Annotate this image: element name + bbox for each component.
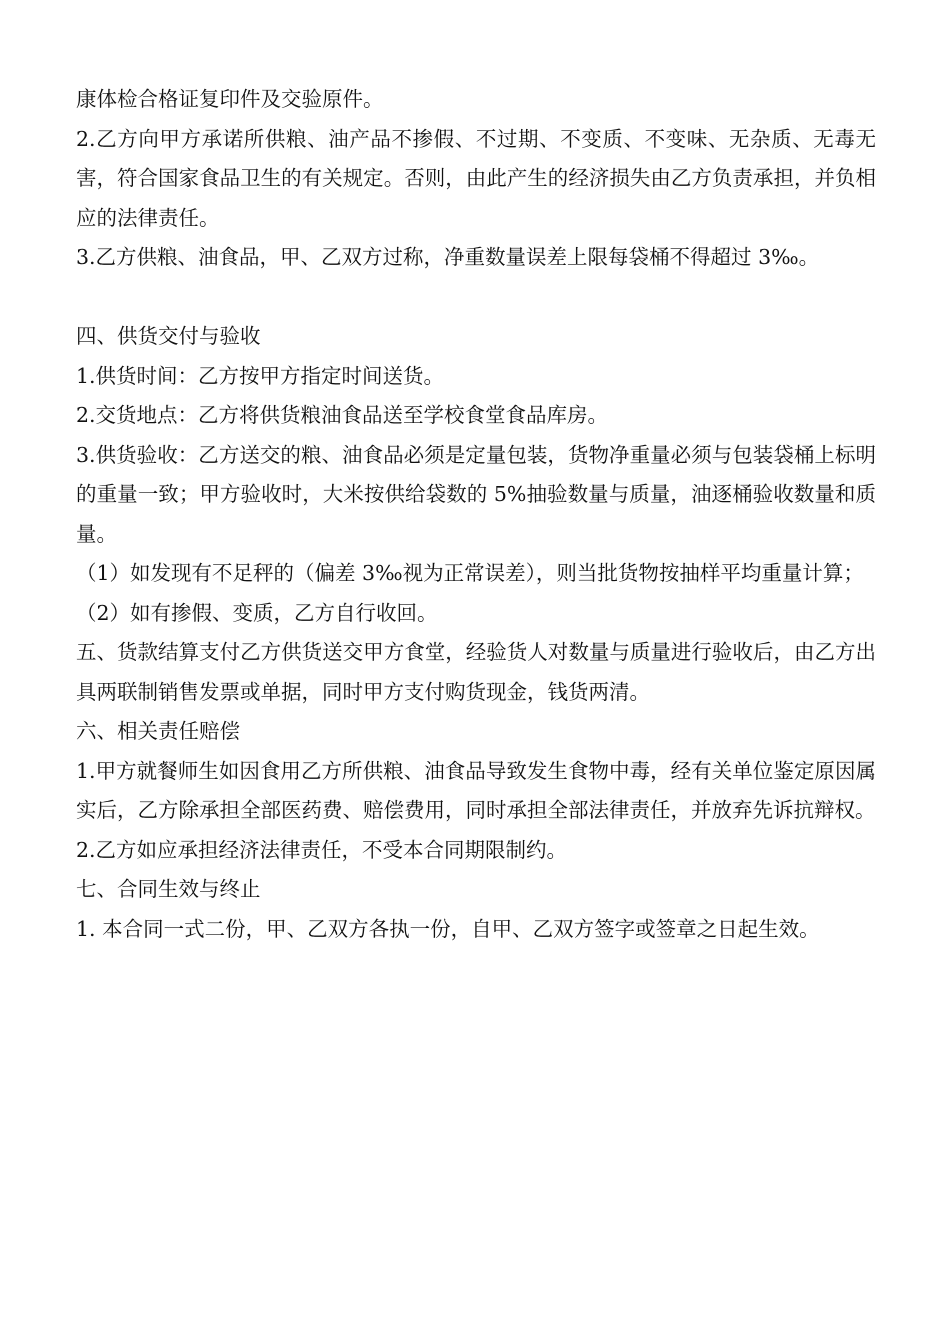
paragraph-contract-copies: 1. 本合同一式二份，甲、乙双方各执一份，自甲、乙双方签字或签章之日起生效。: [76, 916, 820, 941]
paragraph-inspection-adulteration: （2）如有掺假、变质，乙方自行收回。: [76, 600, 438, 625]
paragraph-delivery-time: 1.供货时间：乙方按甲方指定时间送货。: [76, 363, 445, 388]
paragraph-liability-term: 2.乙方如应承担经济法律责任，不受本合同期限制约。: [76, 837, 568, 862]
section-heading-effectiveness: 七、合同生效与终止: [76, 877, 261, 901]
paragraph-inspection: 3.供货验收：乙方送交的粮、油食品必须是定量包装，货物净重量必须与包装袋桶上标明的重量一致；甲方验收时，大米按供给袋数的 5%抽验数量与质量，油逐桶验收数量和质量。: [76, 442, 876, 546]
paragraph-inspection-shortweight: （1）如发现有不足秤的（偏差 3‰视为正常误差），则当批货物按抽样平均重量计算；: [76, 561, 864, 585]
paragraph-food-poisoning: 1.甲方就餐师生如因食用乙方所供粮、油食品导致发生食物中毒，经有关单位鉴定原因属实后，乙方除承担全部医药费、赔偿费用，同时承担全部法律责任，并放弃先诉抗辩权。: [76, 758, 876, 822]
paragraph-health-certificate: 康体检合格证复印件及交验原件。: [76, 87, 384, 111]
paragraph-delivery-location: 2.交货地点：乙方将供货粮油食品送至学校食堂食品库房。: [76, 403, 609, 427]
paragraph-quality-commitment: 2.乙方向甲方承诺所供粮、油产品不掺假、不过期、不变质、不变味、无杂质、无毒无害，符合国家食品卫生的有关规定。否则，由此产生的经济损失由乙方负责承担，并负相应的法律责任。: [76, 126, 876, 230]
paragraph-weight-tolerance: 3.乙方供粮、油食品，甲、乙双方过称，净重数量误差上限每袋桶不得超过 3‰。: [76, 245, 820, 269]
section-heading-liability: 六、相关责任赔偿: [76, 719, 240, 743]
document-page: [76, 80, 876, 949]
section-heading-delivery: 四、供货交付与验收: [76, 324, 261, 348]
section-payment: 五、货款结算支付乙方供货送交甲方食堂，经验货人对数量与质量进行验收后，由乙方出具两联制销售发票或单据，同时甲方支付购货现金，钱货两清。: [76, 640, 876, 704]
section-spacer: [76, 278, 876, 318]
